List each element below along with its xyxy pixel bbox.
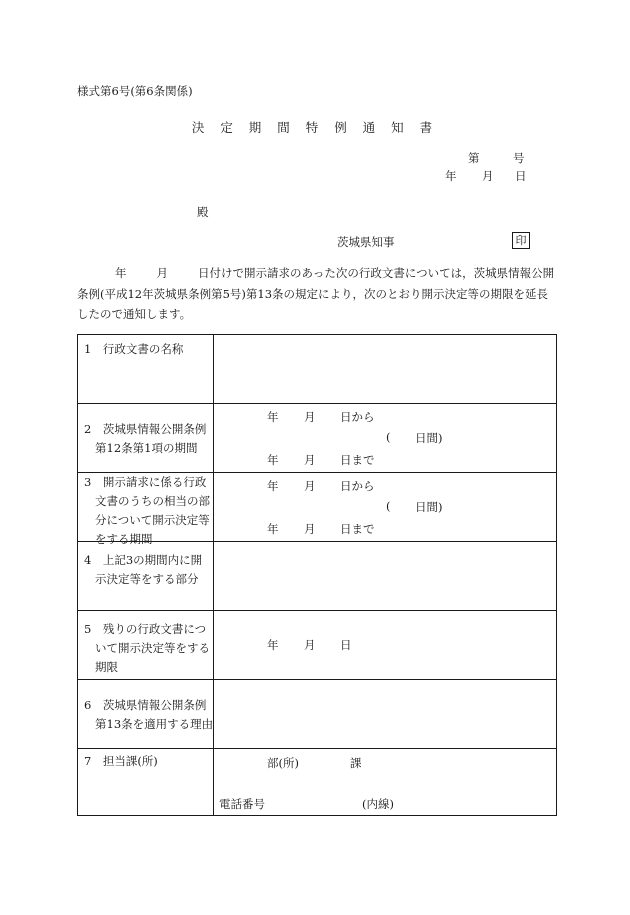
body-line-3: したので通知します。 <box>77 307 192 321</box>
period-1-from-day: 日から <box>340 410 375 424</box>
period-1-from-month: 月 <box>304 410 316 424</box>
row-2-label-line-2: 第12条第1項の期間 <box>95 441 198 455</box>
row-6-label <box>84 696 213 734</box>
row-1-label-line-1: 1 行政文書の名称 <box>84 342 184 356</box>
document-number-label: 第 <box>468 151 480 165</box>
body-line-2: 条例(平成12年茨城県条例第5号)第13条の規定により，次のとおり開示決定等の期限を延長 <box>77 287 549 301</box>
period-2-from-month: 月 <box>304 479 316 493</box>
addressee-honorific: 殿 <box>197 205 209 219</box>
deadline-day: 日 <box>340 638 352 652</box>
row-5-label-line-3: 期限 <box>95 660 118 674</box>
seal-box: 印 <box>512 232 530 249</box>
row-4-label <box>84 551 202 589</box>
row-7-label-line-1: 7 担当課(所) <box>84 754 158 768</box>
contact-extension: (内線) <box>362 797 394 811</box>
row-4-label-line-2: 示決定等をする部分 <box>95 572 199 586</box>
row-5-label <box>84 620 210 677</box>
row-divider <box>78 403 556 404</box>
document-number-suffix: 号 <box>513 151 525 165</box>
period-2-to-month: 月 <box>304 522 316 536</box>
period-1-to-year: 年 <box>267 453 279 467</box>
period-2-from-year: 年 <box>267 479 279 493</box>
body-year: 年 <box>115 266 127 280</box>
row-5-label-line-1: 5 残りの行政文書につ <box>84 622 207 636</box>
period-1-to-month: 月 <box>304 453 316 467</box>
notice-table <box>77 334 557 816</box>
row-2-label-line-1: 2 茨城県情報公開条例 <box>84 422 207 436</box>
form-id: 様式第6号(第6条関係) <box>77 84 193 98</box>
row-3-label-line-4: をする期間 <box>95 532 153 546</box>
column-divider <box>213 335 214 815</box>
row-1-label <box>84 340 183 359</box>
period-1-to-day: 日まで <box>340 453 375 467</box>
row-2-label <box>84 420 206 458</box>
contact-department: 部(所) <box>267 756 299 770</box>
row-divider <box>78 679 556 680</box>
deadline-month: 月 <box>304 638 316 652</box>
date-year: 年 <box>445 169 457 183</box>
row-6-label-line-1: 6 茨城県情報公開条例 <box>84 698 207 712</box>
contact-section: 課 <box>350 756 362 770</box>
issuer-name: 茨城県知事 <box>337 235 395 249</box>
period-2-days-open: ( <box>386 499 391 513</box>
period-2-to-year: 年 <box>267 522 279 536</box>
row-3-label-line-2: 文書のうちの相当の部 <box>95 494 210 508</box>
period-2-from-day: 日から <box>340 479 375 493</box>
period-1-days-open: ( <box>386 430 391 444</box>
period-1-from-year: 年 <box>267 410 279 424</box>
period-1-days-close: 日間) <box>415 431 443 445</box>
deadline-year: 年 <box>267 638 279 652</box>
row-divider <box>78 610 556 611</box>
date-month: 月 <box>482 169 494 183</box>
period-2-days-close: 日間) <box>415 500 443 514</box>
row-divider <box>78 748 556 749</box>
row-4-label-line-1: 4 上記3の期間内に開 <box>84 553 203 567</box>
body-month: 月 <box>156 266 168 280</box>
date-day: 日 <box>515 169 527 183</box>
row-3-label-line-1: 3 開示請求に係る行政 <box>84 475 207 489</box>
document-title: 決 定 期 間 特 例 通 知 書 <box>191 120 439 135</box>
row-3-label-line-3: 分について開示決定等 <box>95 513 210 527</box>
row-5-label-line-2: いて開示決定等をする <box>95 641 210 655</box>
body-line-1 <box>77 265 554 281</box>
contact-phone-label: 電話番号 <box>219 797 265 811</box>
row-7-label <box>84 752 158 771</box>
period-2-to-day: 日まで <box>340 522 375 536</box>
row-3-label <box>84 473 210 549</box>
row-6-label-line-2: 第13条を適用する理由 <box>95 717 214 731</box>
body-date-text: 日付けで開示請求のあった次の行政文書については，茨城県情報公開 <box>198 266 555 280</box>
